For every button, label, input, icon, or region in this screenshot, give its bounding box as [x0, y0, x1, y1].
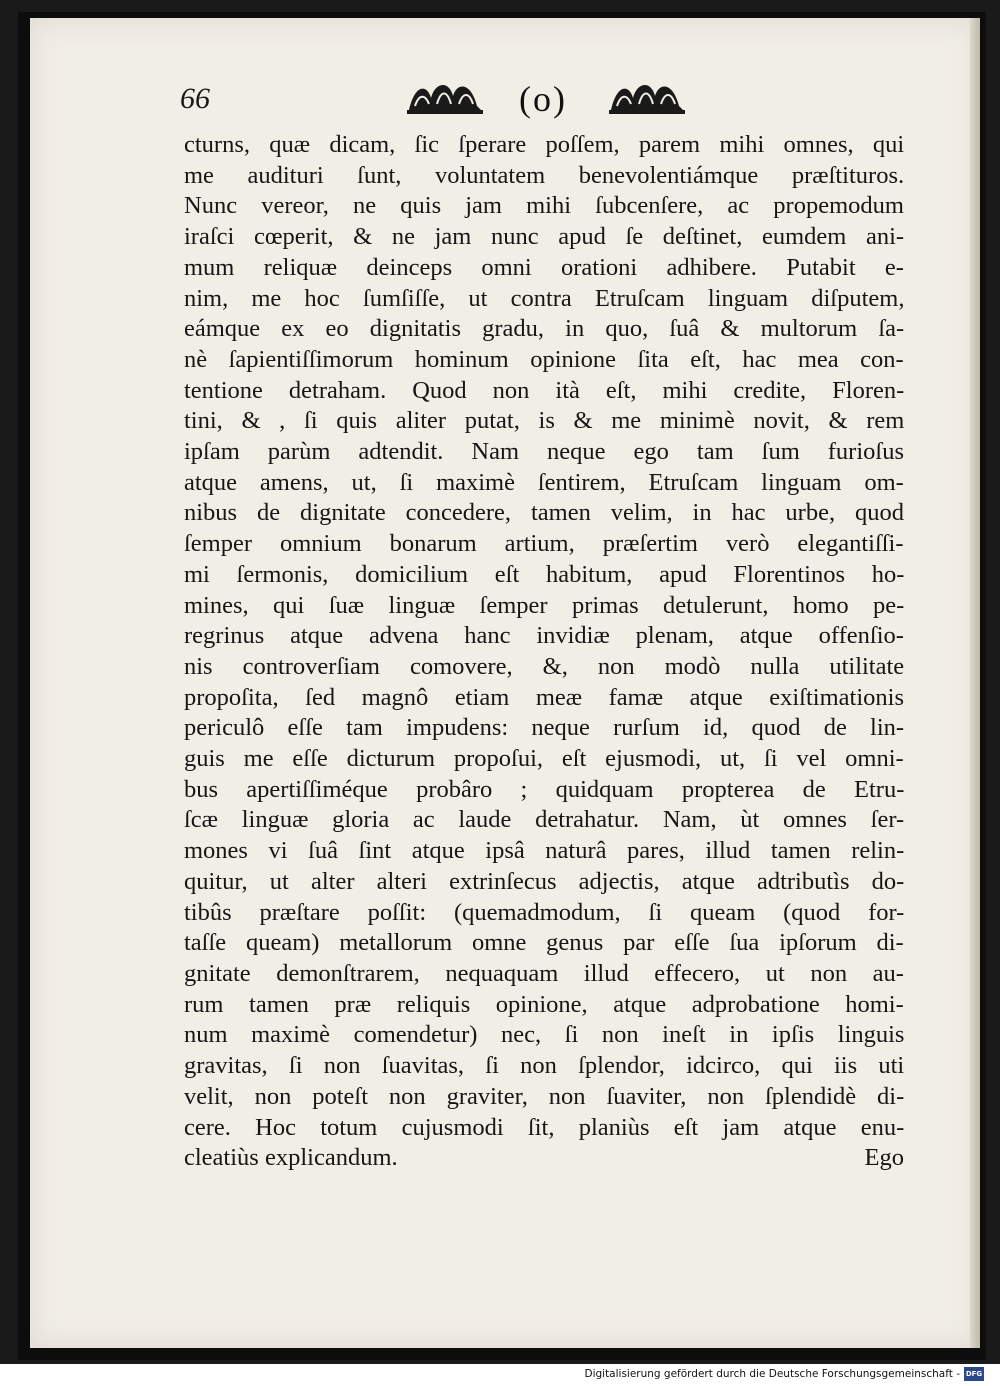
- text-line-content: bus apertiſſiméque probâro ; quidquam propterea de Etru-: [184, 775, 905, 803]
- text-line-content: nibus de dignitate concedere, tamen velim, in hac urbe, quod: [184, 499, 904, 527]
- text-line-content: velit, non poteſt non graviter, non ſuaviter, non ſplendidè di-: [184, 1082, 905, 1110]
- footer-credit: Digitalisierung gefördert durch die Deutsche Forschungsgemeinschaft -: [584, 1368, 960, 1380]
- ornament-left-icon: [405, 76, 485, 116]
- page-number: 66: [180, 82, 210, 115]
- dfg-logo-icon: DFG: [964, 1367, 984, 1381]
- text-line-content: mi ſermonis, domicilium eſt habitum, apud Florentinos ho-: [184, 560, 905, 588]
- text-line-content: quitur, ut alter alteri extrinſecus adjectis, atque adtributìs do-: [184, 867, 905, 895]
- text-line-content: gnitate demonſtrarem, nequaquam illud effecero, ut non au-: [184, 959, 904, 987]
- page-edge: [970, 18, 980, 1348]
- text-line-content: atque amens, ut, ſi maximè ſentirem, Etruſcam linguam om-: [184, 468, 904, 496]
- text-line: [184, 1082, 904, 1113]
- text-line-content: mum reliquæ deinceps omni orationi adhibere. Putabit e-: [184, 253, 904, 281]
- text-line: [184, 222, 904, 253]
- text-line: [184, 959, 904, 990]
- text-line: [184, 345, 904, 376]
- text-line: [184, 805, 904, 836]
- text-line-content: ipſam parùm adtendit. Nam neque ego tam ſum furioſus: [184, 438, 904, 466]
- text-line-content: iraſci cœperit, & ne jam nunc apud ſe deſtinet, eumdem ani-: [184, 223, 905, 251]
- text-line-content: mones vi ſuâ ſint atque ipsâ naturâ pares, illud tamen relin-: [184, 837, 905, 865]
- text-line-content: ſemper omnium bonarum artium, præſertim verò elegantiſſi-: [184, 530, 904, 558]
- text-line: [184, 683, 904, 714]
- text-line-content: rum tamen præ reliquis opinione, atque adprobatione homi-: [184, 990, 904, 1018]
- text-line-content: mines, qui ſuæ linguæ ſemper primas detulerunt, homo pe-: [184, 591, 905, 619]
- text-line: [184, 898, 904, 929]
- text-line: [184, 560, 904, 591]
- text-line-content: tentione detraham. Quod non ità eſt, mihi credite, Floren-: [184, 376, 905, 404]
- text-line: [184, 990, 904, 1021]
- text-line-content: eámque ex eo dignitatis gradu, in quo, ſuâ & multorum ſa-: [184, 315, 905, 343]
- text-line: [184, 1020, 904, 1051]
- text-line-content: Nunc vereor, ne quis jam mihi ſubcenſere, ac propemodum: [184, 192, 904, 220]
- text-line: [184, 744, 904, 775]
- text-line: [184, 161, 904, 192]
- text-line: [184, 621, 904, 652]
- text-line: [184, 836, 904, 867]
- text-line-content: nè ſapientiſſimorum hominum opinione ſita eſt, hac mea con-: [184, 345, 904, 373]
- text-line: [184, 406, 904, 437]
- text-line-content: taſſe queam) metallorum omne genus par eſſe ſua ipſorum di-: [184, 929, 904, 957]
- page-header: [180, 72, 740, 122]
- ornament-right-icon: [607, 76, 687, 116]
- text-line: [184, 652, 904, 683]
- text-line-content: periculô eſſe tam impudens: neque rurſum id, quod de lin-: [184, 714, 905, 742]
- text-line: [184, 928, 904, 959]
- text-line: [184, 498, 904, 529]
- text-line: [184, 253, 904, 284]
- text-line: [184, 1113, 904, 1144]
- text-line: [184, 191, 904, 222]
- text-line: [184, 867, 904, 898]
- text-line-content: tibûs præſtare poſſit: (quemadmodum, ſi queam (quod for-: [184, 898, 905, 926]
- text-line-content: ſcæ linguæ gloria ac laude detrahatur. Nam, ùt omnes ſer-: [184, 806, 905, 834]
- text-line-content: me audituri ſunt, voluntatem benevolentiámque præſtituros.: [184, 161, 905, 189]
- text-line: [184, 437, 904, 468]
- text-line-content: propoſita, ſed magnô etiam meæ famæ atque exiſtimationis: [184, 683, 904, 711]
- text-line-content: cleatiùs explicandum.: [184, 1144, 398, 1172]
- text-line-content: gravitas, ſi non ſuavitas, ſi non ſplendor, idcirco, qui iis uti: [184, 1052, 905, 1080]
- text-line: [184, 376, 904, 407]
- text-line-content: nis controverſiam comovere, &, non modò nulla utilitate: [184, 652, 905, 680]
- text-line: [184, 284, 904, 315]
- text-line-content: cturns, quæ dicam, ſic ſperare poſſem, parem mihi omnes, qui: [184, 131, 905, 158]
- text-line: [184, 713, 904, 744]
- body-text: [184, 130, 904, 1174]
- text-line-content: guis me eſſe dicturum propoſui, eſt ejusmodi, ut, ſi vel omni-: [184, 745, 904, 773]
- text-line-content: regrinus atque advena hanc invidiæ plenam, atque offenſio-: [184, 622, 904, 650]
- header-mark: (o): [519, 79, 567, 119]
- text-line: [184, 1051, 904, 1082]
- text-line: [184, 529, 904, 560]
- text-line: [184, 314, 904, 345]
- text-line-content: cere. Hoc totum cujusmodi ſit, planiùs eſt jam atque enu-: [184, 1113, 905, 1141]
- text-line: [184, 775, 904, 806]
- text-line: [184, 468, 904, 499]
- text-line-content: num maximè comendetur) nec, ſi non ineſt in ipſis linguis: [184, 1021, 905, 1049]
- catchword: Ego: [864, 1144, 904, 1172]
- text-line: [184, 1143, 904, 1174]
- text-line-content: tini, & , ſi quis aliter putat, is & me minimè novit, & rem: [184, 407, 905, 435]
- digitization-footer: [0, 1364, 1000, 1386]
- text-line: [184, 591, 904, 622]
- text-line-content: nim, me hoc ſumſiſſe, ut contra Etruſcam linguam diſputem,: [184, 284, 905, 312]
- text-line: [184, 130, 904, 161]
